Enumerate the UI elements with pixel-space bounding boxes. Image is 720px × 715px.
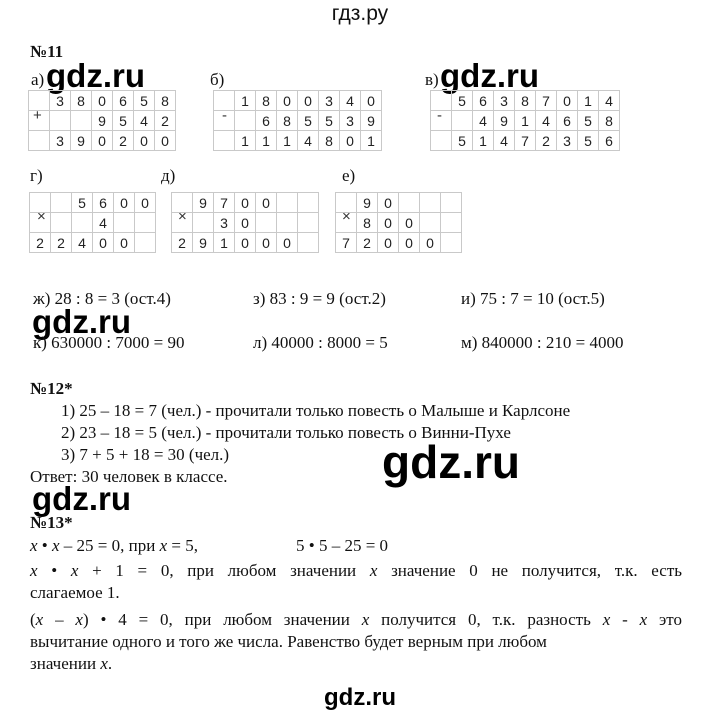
digit-cell: 0: [378, 193, 399, 213]
digit-row: [336, 233, 462, 253]
digit-row: [172, 193, 319, 213]
digit-cell: [135, 233, 156, 253]
op-minus-v: -: [437, 107, 442, 124]
p13-eq-2: x • x + 1 = 0, при любом значении x значение 0 не получится, т.к. есть: [30, 561, 683, 580]
digit-cell: 5: [72, 193, 93, 213]
digit-cell: [30, 193, 51, 213]
digit-cell: 6: [93, 193, 114, 213]
digit-cell: [214, 111, 235, 131]
p13-eq-1-check: 5 • 5 – 25 = 0: [296, 536, 389, 555]
digit-cell: 9: [361, 111, 382, 131]
digit-cell: 3: [319, 91, 340, 111]
digit-cell: 2: [51, 233, 72, 253]
digit-cell: 3: [50, 91, 71, 111]
digit-cell: 1: [214, 233, 235, 253]
digit-cell: [399, 193, 420, 213]
op-plus: +: [33, 107, 42, 124]
digit-cell: 8: [277, 111, 298, 131]
digit-row: [172, 213, 319, 233]
digit-cell: [336, 213, 357, 233]
site-title: гдз.ру: [331, 2, 389, 25]
digit-cell: [114, 213, 135, 233]
digit-cell: [277, 213, 298, 233]
digit-cell: 2: [536, 131, 557, 151]
digit-cell: 8: [599, 111, 620, 131]
digit-cell: 0: [93, 233, 114, 253]
label-g: г): [30, 166, 43, 185]
digit-cell: 0: [92, 131, 113, 151]
problem-13-title: №13*: [30, 513, 73, 532]
p13-eq-3-line-2: вычитание одного и того же числа. Равенство будет верным при любом: [30, 632, 547, 651]
digit-cell: 6: [557, 111, 578, 131]
watermark: gdz.ru: [32, 480, 131, 517]
digit-cell: 0: [256, 193, 277, 213]
op-times-g: ×: [37, 208, 46, 225]
division-z: з) 83 : 9 = 9 (ост.2): [253, 289, 386, 308]
watermark: gdz.ru: [382, 436, 520, 488]
digit-cell: 0: [361, 91, 382, 111]
digit-cell: [29, 111, 50, 131]
digit-row: [30, 193, 156, 213]
op-times-e: ×: [342, 208, 351, 225]
digit-cell: 2: [113, 131, 134, 151]
digit-cell: 9: [357, 193, 378, 213]
digit-row: [29, 91, 176, 111]
digit-cell: 2: [30, 233, 51, 253]
digit-cell: [214, 131, 235, 151]
digit-cell: [298, 233, 319, 253]
digit-cell: [441, 233, 462, 253]
digit-cell: 7: [336, 233, 357, 253]
digit-cell: [29, 91, 50, 111]
digit-cell: 0: [557, 91, 578, 111]
digit-cell: [172, 193, 193, 213]
digit-cell: 3: [494, 91, 515, 111]
p12-line-3: 3) 7 + 5 + 18 = 30 (чел.): [61, 445, 230, 464]
column-subtraction-v: [430, 90, 620, 151]
digit-cell: 0: [399, 213, 420, 233]
p12-line-2: 2) 23 – 18 = 5 (чел.) - прочитали только повесть о Винни-Пухе: [61, 423, 511, 442]
digit-cell: 0: [277, 91, 298, 111]
digit-cell: 1: [235, 91, 256, 111]
digit-cell: 2: [155, 111, 176, 131]
digit-cell: [277, 193, 298, 213]
digit-cell: 0: [256, 233, 277, 253]
digit-cell: [298, 193, 319, 213]
digit-row: [214, 111, 382, 131]
division-zh: ж) 28 : 8 = 3 (ост.4): [33, 289, 171, 308]
digit-cell: 0: [114, 193, 135, 213]
digit-cell: 5: [319, 111, 340, 131]
digit-cell: [256, 213, 277, 233]
digit-cell: 4: [473, 111, 494, 131]
column-multiplication-d: [171, 192, 319, 253]
p13-eq-3: (x – x) • 4 = 0, при любом значении x получится 0, т.к. разность x - x это: [30, 610, 682, 629]
digit-cell: 4: [72, 233, 93, 253]
column-multiplication-e: [335, 192, 462, 253]
digit-cell: [441, 193, 462, 213]
digit-row: [30, 213, 156, 233]
digit-cell: 8: [256, 91, 277, 111]
digit-cell: [441, 213, 462, 233]
digit-row: [172, 233, 319, 253]
digit-cell: [214, 91, 235, 111]
digit-cell: 0: [378, 213, 399, 233]
digit-cell: 7: [515, 131, 536, 151]
digit-cell: [431, 91, 452, 111]
digit-cell: 6: [473, 91, 494, 111]
p13-eq-1: x • x – 25 = 0, при x = 5,: [30, 536, 198, 555]
digit-cell: 4: [134, 111, 155, 131]
watermark: gdz.ru: [440, 57, 539, 94]
digit-cell: [420, 213, 441, 233]
digit-cell: 8: [515, 91, 536, 111]
digit-cell: 0: [135, 193, 156, 213]
label-a: а): [31, 70, 45, 89]
digit-cell: 5: [298, 111, 319, 131]
column-addition-a: [28, 90, 176, 151]
digit-cell: 9: [193, 193, 214, 213]
digit-cell: [71, 111, 92, 131]
p12-line-1: 1) 25 – 18 = 7 (чел.) - прочитали только повесть о Малыше и Карлсоне: [61, 401, 571, 420]
digit-cell: 0: [420, 233, 441, 253]
label-d: д): [161, 166, 176, 185]
digit-cell: [135, 213, 156, 233]
digit-cell: 0: [340, 131, 361, 151]
digit-row: [431, 131, 620, 151]
watermark: gdz.ru: [32, 303, 131, 340]
digit-cell: 9: [494, 111, 515, 131]
digit-cell: 4: [536, 111, 557, 131]
digit-cell: 0: [92, 91, 113, 111]
op-times-d: ×: [178, 208, 187, 225]
digit-cell: 0: [298, 91, 319, 111]
digit-cell: 9: [92, 111, 113, 131]
digit-cell: 9: [71, 131, 92, 151]
p12-answer: Ответ: 30 человек в классе.: [30, 467, 228, 486]
digit-cell: 8: [71, 91, 92, 111]
digit-cell: 6: [599, 131, 620, 151]
digit-cell: 1: [515, 111, 536, 131]
digit-cell: [172, 213, 193, 233]
digit-cell: [235, 111, 256, 131]
digit-cell: 9: [193, 233, 214, 253]
digit-cell: 8: [319, 131, 340, 151]
digit-cell: 4: [93, 213, 114, 233]
label-e: е): [342, 166, 356, 185]
digit-cell: 8: [357, 213, 378, 233]
digit-row: [29, 111, 176, 131]
digit-cell: 0: [235, 233, 256, 253]
digit-cell: 1: [578, 91, 599, 111]
digit-cell: 4: [340, 91, 361, 111]
digit-cell: 0: [235, 193, 256, 213]
digit-cell: 2: [357, 233, 378, 253]
division-m: м) 840000 : 210 = 4000: [461, 333, 624, 352]
p13-eq-3-line-3: значении x.: [30, 654, 113, 673]
digit-cell: 0: [155, 131, 176, 151]
digit-cell: 0: [235, 213, 256, 233]
digit-row: [30, 233, 156, 253]
digit-cell: 7: [214, 193, 235, 213]
digit-cell: 7: [536, 91, 557, 111]
digit-cell: 6: [113, 91, 134, 111]
digit-cell: 5: [578, 111, 599, 131]
p13-eq-2-line-2: слагаемое 1.: [30, 583, 120, 602]
digit-cell: [193, 213, 214, 233]
digit-cell: 0: [114, 233, 135, 253]
digit-cell: 1: [361, 131, 382, 151]
label-v: в): [425, 70, 439, 89]
digit-cell: 4: [599, 91, 620, 111]
digit-cell: 3: [557, 131, 578, 151]
digit-cell: 0: [378, 233, 399, 253]
op-minus-b: -: [222, 107, 227, 124]
digit-cell: [51, 193, 72, 213]
division-i: и) 75 : 7 = 10 (ост.5): [461, 289, 605, 308]
digit-cell: 5: [578, 131, 599, 151]
problem-11-title: №11: [30, 42, 64, 61]
digit-cell: 3: [340, 111, 361, 131]
digit-row: [336, 213, 462, 233]
digit-cell: 0: [399, 233, 420, 253]
digit-cell: [30, 213, 51, 233]
digit-cell: 4: [298, 131, 319, 151]
problem-12-title: №12*: [30, 379, 73, 398]
digit-cell: 1: [473, 131, 494, 151]
digit-row: [431, 111, 620, 131]
digit-cell: 8: [155, 91, 176, 111]
watermark: gdz.ru: [46, 57, 145, 94]
digit-cell: 0: [277, 233, 298, 253]
digit-cell: 5: [134, 91, 155, 111]
digit-cell: [431, 131, 452, 151]
division-l: л) 40000 : 8000 = 5: [253, 333, 388, 352]
digit-cell: 5: [452, 91, 473, 111]
watermark: gdz.ru: [324, 684, 396, 711]
digit-cell: 2: [172, 233, 193, 253]
digit-row: [29, 131, 176, 151]
digit-cell: 5: [113, 111, 134, 131]
digit-cell: [452, 111, 473, 131]
digit-row: [431, 91, 620, 111]
digit-cell: 4: [494, 131, 515, 151]
digit-cell: [431, 111, 452, 131]
digit-cell: [336, 193, 357, 213]
division-k: к) 630000 : 7000 = 90: [33, 333, 185, 352]
digit-cell: 1: [235, 131, 256, 151]
digit-cell: 1: [277, 131, 298, 151]
digit-row: [214, 131, 382, 151]
digit-cell: 1: [256, 131, 277, 151]
digit-cell: [72, 213, 93, 233]
digit-cell: [298, 213, 319, 233]
column-subtraction-b: [213, 90, 382, 151]
digit-row: [336, 193, 462, 213]
digit-cell: [420, 193, 441, 213]
digit-cell: 3: [214, 213, 235, 233]
digit-cell: 5: [452, 131, 473, 151]
digit-cell: [29, 131, 50, 151]
digit-cell: 6: [256, 111, 277, 131]
digit-cell: [51, 213, 72, 233]
digit-cell: 0: [134, 131, 155, 151]
label-b: б): [210, 70, 225, 89]
column-multiplication-g: [29, 192, 156, 253]
digit-cell: [50, 111, 71, 131]
digit-row: [214, 91, 382, 111]
digit-cell: 3: [50, 131, 71, 151]
